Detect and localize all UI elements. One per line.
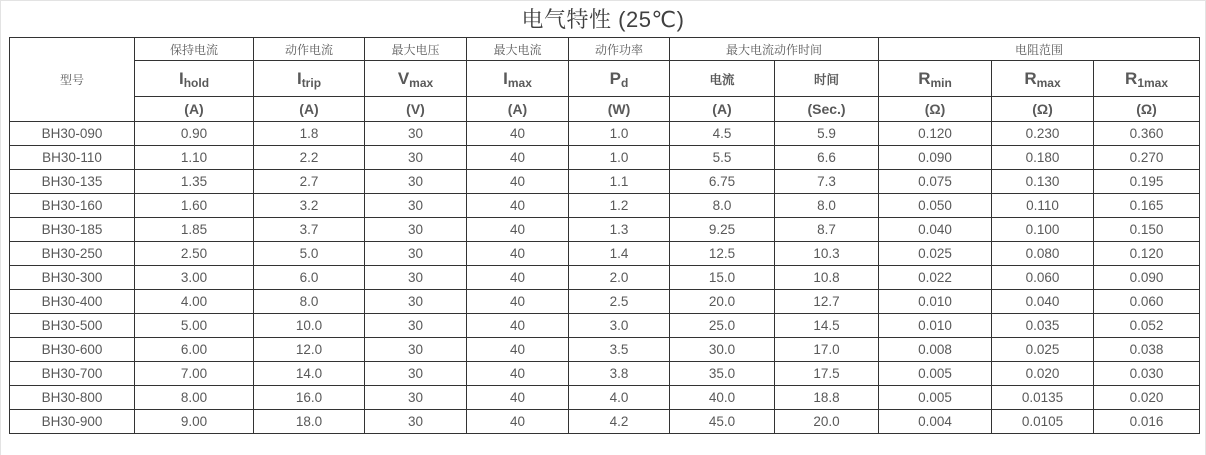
value-cell: 4.5 xyxy=(670,122,775,146)
value-cell: 40 xyxy=(467,146,569,170)
value-cell: 8.0 xyxy=(670,194,775,218)
value-cell: 30 xyxy=(365,242,467,266)
value-cell: 0.016 xyxy=(1094,410,1200,434)
group-header: 动作功率 xyxy=(569,38,670,61)
value-cell: 30 xyxy=(365,314,467,338)
value-cell: 0.130 xyxy=(992,170,1094,194)
model-cell: BH30-135 xyxy=(10,170,135,194)
model-cell: BH30-090 xyxy=(10,122,135,146)
model-cell: BH30-500 xyxy=(10,314,135,338)
value-cell: 30 xyxy=(365,338,467,362)
model-cell: BH30-900 xyxy=(10,410,135,434)
value-cell: 0.230 xyxy=(992,122,1094,146)
value-cell: 30 xyxy=(365,386,467,410)
value-cell: 10.3 xyxy=(775,242,879,266)
value-cell: 30 xyxy=(365,266,467,290)
unit-header: (Ω) xyxy=(879,97,992,122)
value-cell: 0.040 xyxy=(992,290,1094,314)
value-cell: 16.0 xyxy=(254,386,365,410)
model-cell: BH30-160 xyxy=(10,194,135,218)
group-header: 动作电流 xyxy=(254,38,365,61)
value-cell: 6.6 xyxy=(775,146,879,170)
symbol-header: $I_{trip}$ xyxy=(254,61,365,97)
unit-header: (A) xyxy=(467,97,569,122)
value-cell: 18.0 xyxy=(254,410,365,434)
value-cell: 0.060 xyxy=(992,266,1094,290)
value-cell: 0.0135 xyxy=(992,386,1094,410)
value-cell: 40 xyxy=(467,362,569,386)
table-body xyxy=(10,122,1200,434)
value-cell: 5.0 xyxy=(254,242,365,266)
model-cell: BH30-185 xyxy=(10,218,135,242)
value-cell: 6.75 xyxy=(670,170,775,194)
value-cell: 0.90 xyxy=(135,122,254,146)
value-cell: 0.110 xyxy=(992,194,1094,218)
value-cell: 10.0 xyxy=(254,314,365,338)
group-header: 最大电压 xyxy=(365,38,467,61)
value-cell: 30 xyxy=(365,194,467,218)
value-cell: 1.4 xyxy=(569,242,670,266)
model-cell: BH30-800 xyxy=(10,386,135,410)
value-cell: 0.040 xyxy=(879,218,992,242)
value-cell: 1.8 xyxy=(254,122,365,146)
model-cell: BH30-700 xyxy=(10,362,135,386)
table-row xyxy=(10,290,1200,314)
table-header xyxy=(10,38,1200,122)
value-cell: 30 xyxy=(365,146,467,170)
value-cell: 3.2 xyxy=(254,194,365,218)
value-cell: 2.50 xyxy=(135,242,254,266)
value-cell: 2.2 xyxy=(254,146,365,170)
value-cell: 35.0 xyxy=(670,362,775,386)
value-cell: 40 xyxy=(467,194,569,218)
value-cell: 5.9 xyxy=(775,122,879,146)
value-cell: 0.150 xyxy=(1094,218,1200,242)
value-cell: 3.8 xyxy=(569,362,670,386)
unit-header: (A) xyxy=(254,97,365,122)
value-cell: 14.0 xyxy=(254,362,365,386)
symbol-header: $R_{min}$ xyxy=(879,61,992,97)
value-cell: 1.85 xyxy=(135,218,254,242)
value-cell: 40 xyxy=(467,266,569,290)
value-cell: 20.0 xyxy=(775,410,879,434)
value-cell: 0.090 xyxy=(879,146,992,170)
value-cell: 5.5 xyxy=(670,146,775,170)
value-cell: 30 xyxy=(365,290,467,314)
value-cell: 10.8 xyxy=(775,266,879,290)
value-cell: 8.0 xyxy=(775,194,879,218)
value-cell: 6.0 xyxy=(254,266,365,290)
value-cell: 0.038 xyxy=(1094,338,1200,362)
group-header-row xyxy=(10,38,1200,61)
value-cell: 1.1 xyxy=(569,170,670,194)
value-cell: 40 xyxy=(467,338,569,362)
value-cell: 0.075 xyxy=(879,170,992,194)
value-cell: 25.0 xyxy=(670,314,775,338)
value-cell: 0.100 xyxy=(992,218,1094,242)
value-cell: 40 xyxy=(467,170,569,194)
value-cell: 0.010 xyxy=(879,314,992,338)
value-cell: 8.0 xyxy=(254,290,365,314)
table-row xyxy=(10,170,1200,194)
symbol-header: $V_{max}$ xyxy=(365,61,467,97)
value-cell: 0.035 xyxy=(992,314,1094,338)
value-cell: 1.0 xyxy=(569,122,670,146)
value-cell: 0.120 xyxy=(879,122,992,146)
value-cell: 3.00 xyxy=(135,266,254,290)
model-cell: BH30-600 xyxy=(10,338,135,362)
value-cell: 17.0 xyxy=(775,338,879,362)
unit-header: (A) xyxy=(135,97,254,122)
value-cell: 8.7 xyxy=(775,218,879,242)
unit-header: (Ω) xyxy=(1094,97,1200,122)
symbol-header: $R_{max}$ xyxy=(992,61,1094,97)
value-cell: 0.050 xyxy=(879,194,992,218)
value-cell: 17.5 xyxy=(775,362,879,386)
value-cell: 40 xyxy=(467,410,569,434)
value-cell: 30.0 xyxy=(670,338,775,362)
value-cell: 30 xyxy=(365,410,467,434)
value-cell: 40 xyxy=(467,242,569,266)
value-cell: 7.3 xyxy=(775,170,879,194)
page-title: 电气特性 (25℃) xyxy=(521,7,685,32)
value-cell: 3.0 xyxy=(569,314,670,338)
group-header: 保持电流 xyxy=(135,38,254,61)
value-cell: 2.5 xyxy=(569,290,670,314)
model-cell: BH30-250 xyxy=(10,242,135,266)
table-row xyxy=(10,386,1200,410)
value-cell: 7.00 xyxy=(135,362,254,386)
value-cell: 3.5 xyxy=(569,338,670,362)
value-cell: 40 xyxy=(467,386,569,410)
value-cell: 0.270 xyxy=(1094,146,1200,170)
symbol-header: 时间 xyxy=(775,61,879,97)
value-cell: 0.005 xyxy=(879,386,992,410)
symbol-header: $I_{hold}$ xyxy=(135,61,254,97)
value-cell: 1.2 xyxy=(569,194,670,218)
group-header: 电阻范围 xyxy=(879,38,1200,61)
group-header: 最大电流 xyxy=(467,38,569,61)
value-cell: 0.090 xyxy=(1094,266,1200,290)
table-row xyxy=(10,122,1200,146)
value-cell: 0.005 xyxy=(879,362,992,386)
value-cell: 40 xyxy=(467,290,569,314)
unit-header: (V) xyxy=(365,97,467,122)
symbol-header: $R_{1max}$ xyxy=(1094,61,1200,97)
value-cell: 0.180 xyxy=(992,146,1094,170)
table-row xyxy=(10,338,1200,362)
value-cell: 1.10 xyxy=(135,146,254,170)
value-cell: 12.7 xyxy=(775,290,879,314)
group-header: 最大电流动作时间 xyxy=(670,38,879,61)
table-row xyxy=(10,218,1200,242)
value-cell: 15.0 xyxy=(670,266,775,290)
symbol-header: $P_d$ xyxy=(569,61,670,97)
value-cell: 1.0 xyxy=(569,146,670,170)
value-cell: 9.00 xyxy=(135,410,254,434)
value-cell: 14.5 xyxy=(775,314,879,338)
table-row xyxy=(10,266,1200,290)
model-column-header: 型号 xyxy=(10,38,135,122)
value-cell: 4.2 xyxy=(569,410,670,434)
value-cell: 40 xyxy=(467,122,569,146)
value-cell: 2.7 xyxy=(254,170,365,194)
value-cell: 6.00 xyxy=(135,338,254,362)
value-cell: 1.3 xyxy=(569,218,670,242)
value-cell: 0.020 xyxy=(992,362,1094,386)
value-cell: 3.7 xyxy=(254,218,365,242)
symbol-header: $I_{max}$ xyxy=(467,61,569,97)
value-cell: 0.0105 xyxy=(992,410,1094,434)
value-cell: 4.00 xyxy=(135,290,254,314)
value-cell: 8.00 xyxy=(135,386,254,410)
unit-header: (Sec.) xyxy=(775,97,879,122)
value-cell: 1.35 xyxy=(135,170,254,194)
value-cell: 0.060 xyxy=(1094,290,1200,314)
value-cell: 0.004 xyxy=(879,410,992,434)
model-cell: BH30-300 xyxy=(10,266,135,290)
value-cell: 0.020 xyxy=(1094,386,1200,410)
value-cell: 40 xyxy=(467,218,569,242)
model-cell: BH30-400 xyxy=(10,290,135,314)
value-cell: 30 xyxy=(365,362,467,386)
value-cell: 30 xyxy=(365,218,467,242)
value-cell: 0.010 xyxy=(879,290,992,314)
table-row xyxy=(10,410,1200,434)
symbol-header-row xyxy=(10,61,1200,97)
symbol-header: 电流 xyxy=(670,61,775,97)
value-cell: 0.025 xyxy=(879,242,992,266)
value-cell: 9.25 xyxy=(670,218,775,242)
value-cell: 0.120 xyxy=(1094,242,1200,266)
table-row xyxy=(10,242,1200,266)
value-cell: 0.195 xyxy=(1094,170,1200,194)
value-cell: 30 xyxy=(365,170,467,194)
value-cell: 1.60 xyxy=(135,194,254,218)
value-cell: 45.0 xyxy=(670,410,775,434)
value-cell: 5.00 xyxy=(135,314,254,338)
value-cell: 2.0 xyxy=(569,266,670,290)
value-cell: 0.360 xyxy=(1094,122,1200,146)
table-row xyxy=(10,194,1200,218)
value-cell: 12.0 xyxy=(254,338,365,362)
value-cell: 0.025 xyxy=(992,338,1094,362)
unit-header-row xyxy=(10,97,1200,122)
unit-header: (A) xyxy=(670,97,775,122)
value-cell: 18.8 xyxy=(775,386,879,410)
value-cell: 20.0 xyxy=(670,290,775,314)
value-cell: 40.0 xyxy=(670,386,775,410)
electrical-characteristics-table xyxy=(9,37,1200,434)
value-cell: 0.052 xyxy=(1094,314,1200,338)
value-cell: 0.165 xyxy=(1094,194,1200,218)
table-row xyxy=(10,314,1200,338)
table-row xyxy=(10,146,1200,170)
value-cell: 12.5 xyxy=(670,242,775,266)
value-cell: 4.0 xyxy=(569,386,670,410)
value-cell: 0.030 xyxy=(1094,362,1200,386)
value-cell: 30 xyxy=(365,122,467,146)
table-row xyxy=(10,362,1200,386)
unit-header: (Ω) xyxy=(992,97,1094,122)
value-cell: 0.080 xyxy=(992,242,1094,266)
value-cell: 40 xyxy=(467,314,569,338)
unit-header: (W) xyxy=(569,97,670,122)
value-cell: 0.008 xyxy=(879,338,992,362)
value-cell: 0.022 xyxy=(879,266,992,290)
model-cell: BH30-110 xyxy=(10,146,135,170)
